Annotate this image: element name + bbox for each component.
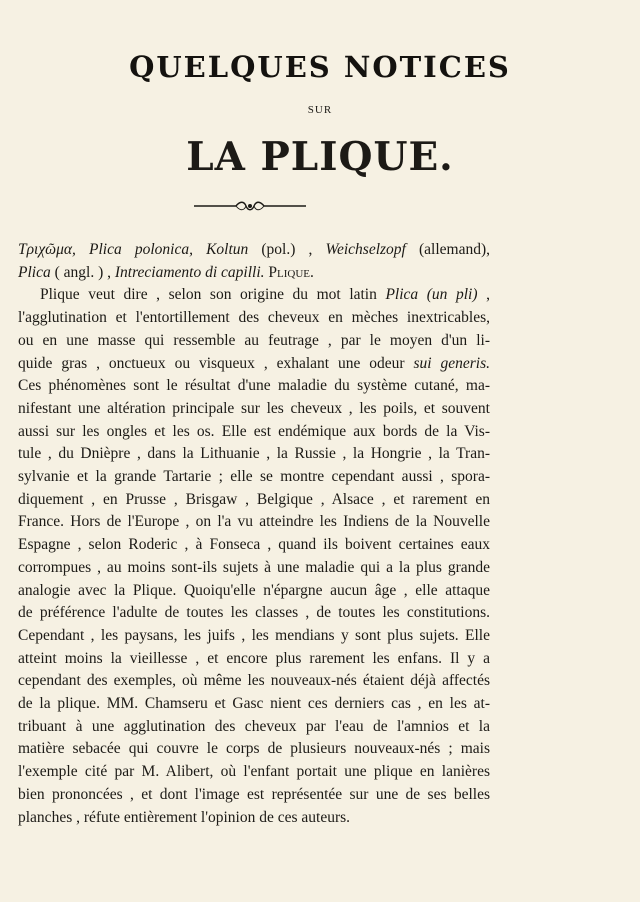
text-segment: aussi sur les ongles et les os. Elle est endémique aux bords de la Vis- — [18, 422, 490, 440]
text-line — [18, 557, 490, 580]
text-segment: diquement , en Prusse , Brisgaw , Belgique , Alsace , et rarement en — [18, 490, 490, 508]
page-title: LA PLIQUE. — [186, 134, 454, 180]
text-segment: Plica (un pli) — [385, 286, 478, 304]
heading-quelques-notices: QUELQUES NOTICES — [129, 50, 511, 84]
text-line — [18, 489, 490, 512]
text-line — [18, 511, 490, 534]
text-line — [18, 625, 490, 648]
text-segment: ou en une masse qui ressemble au feutrage , par le moyen d'un li- — [18, 331, 490, 349]
text-line — [18, 421, 490, 444]
text-segment: matière sebacée qui couvre le corps de plusieurs nouveaux-nés ; mais — [18, 740, 490, 758]
text-line — [18, 443, 490, 466]
text-line — [18, 284, 490, 307]
text-segment: Plique. — [268, 263, 314, 281]
text-line — [18, 375, 490, 398]
text-segment: Weichselzopf — [325, 241, 419, 258]
heading-connector: SUR — [307, 104, 333, 116]
text-line — [18, 466, 490, 489]
text-segment: tribuant à une agglutination des cheveux par l'eau de l'amnios et la — [18, 717, 490, 735]
text-segment: l'agglutination et l'entortillement des cheveux en mèches inextricables, — [18, 309, 490, 327]
text-segment: planches , réfute entièrement l'opinion de ces auteurs. — [18, 808, 351, 826]
text-segment: , — [477, 286, 490, 304]
text-segment: (allemand), — [418, 241, 490, 258]
text-segment: bien prononcées , et dont l'image est représentée sur une de ses belles — [18, 785, 490, 803]
text-segment: Ces phénomènes sont le résultat d'une maladie du système cutané, ma- — [18, 377, 490, 395]
text-segment: Plique veut dire , selon son origine du mot latin — [40, 286, 386, 304]
text-line — [18, 670, 490, 693]
text-line — [18, 307, 490, 330]
text-line — [18, 761, 490, 784]
text-segment: Espagne , selon Roderic , à Fonseca , quand ils boivent certaines eaux — [18, 536, 490, 554]
text-segment: de préférence l'adulte de toutes les classes , de toutes les constitutions. — [18, 604, 490, 622]
text-line — [18, 534, 490, 557]
text-segment: Cependant , les paysans, les juifs , les mendians y sont plus sujets. Elle — [18, 626, 490, 644]
text-line — [18, 648, 490, 671]
text-line — [18, 738, 490, 761]
text-line — [18, 398, 490, 421]
text-segment: nifestant une altération principale sur les cheveux , les poils, et souvent — [18, 399, 490, 417]
text-segment: France. Hors de l'Europe , on l'a vu atteindre les Indiens de la Nouvelle — [18, 513, 490, 531]
text-segment: analogie avec la Plique. Quoiqu'elle n'épargne aucun âge , elle attaque — [18, 581, 490, 599]
text-line — [18, 239, 490, 262]
text-segment: de la plique. MM. Chamseru et Gasc nient ces derniers cas , en les at- — [18, 695, 490, 713]
text-segment: Plica polonica, Koltun — [89, 241, 262, 258]
text-line — [18, 807, 490, 830]
text-line — [18, 693, 490, 716]
text-line — [18, 784, 490, 807]
text-segment: corrompues , au moins sont-ils sujets à une maladie qui a la plus grande — [18, 558, 490, 576]
text-segment: l'exemple cité par M. Alibert, où l'enfant portait une plique en lanières — [18, 763, 490, 781]
text-line — [18, 330, 490, 353]
text-segment: Intreciamento di capilli. — [114, 263, 269, 281]
text-segment: (pol.) , — [261, 241, 326, 258]
text-line — [18, 580, 490, 603]
text-segment: atteint moins la vieillesse , et encore plus rarement les enfans. Il y a — [18, 649, 490, 667]
text-line — [18, 716, 490, 739]
ornament-divider-icon — [192, 199, 308, 213]
body-text — [18, 239, 490, 829]
text-segment: quide gras , onctueux ou visqueux , exhalant une odeur — [18, 354, 414, 372]
text-line — [18, 602, 490, 625]
text-segment: cependant des exemples, où même les nouveaux-nés étaient déjà affectés — [18, 672, 490, 690]
text-segment: Τριχῶμα, — [18, 241, 90, 258]
text-line — [18, 262, 490, 285]
text-segment: tule , du Dnièpre , dans la Lithuanie , la Russie , la Hongrie , la Tran- — [18, 445, 490, 463]
text-segment: Plica — [18, 263, 51, 281]
text-segment: sylvanie et la grande Tartarie ; elle se montre cependant aussi , spora- — [18, 468, 490, 486]
text-line — [18, 353, 490, 376]
text-segment: ( angl. ) , — [50, 263, 115, 281]
text-segment: sui generis. — [413, 354, 490, 372]
